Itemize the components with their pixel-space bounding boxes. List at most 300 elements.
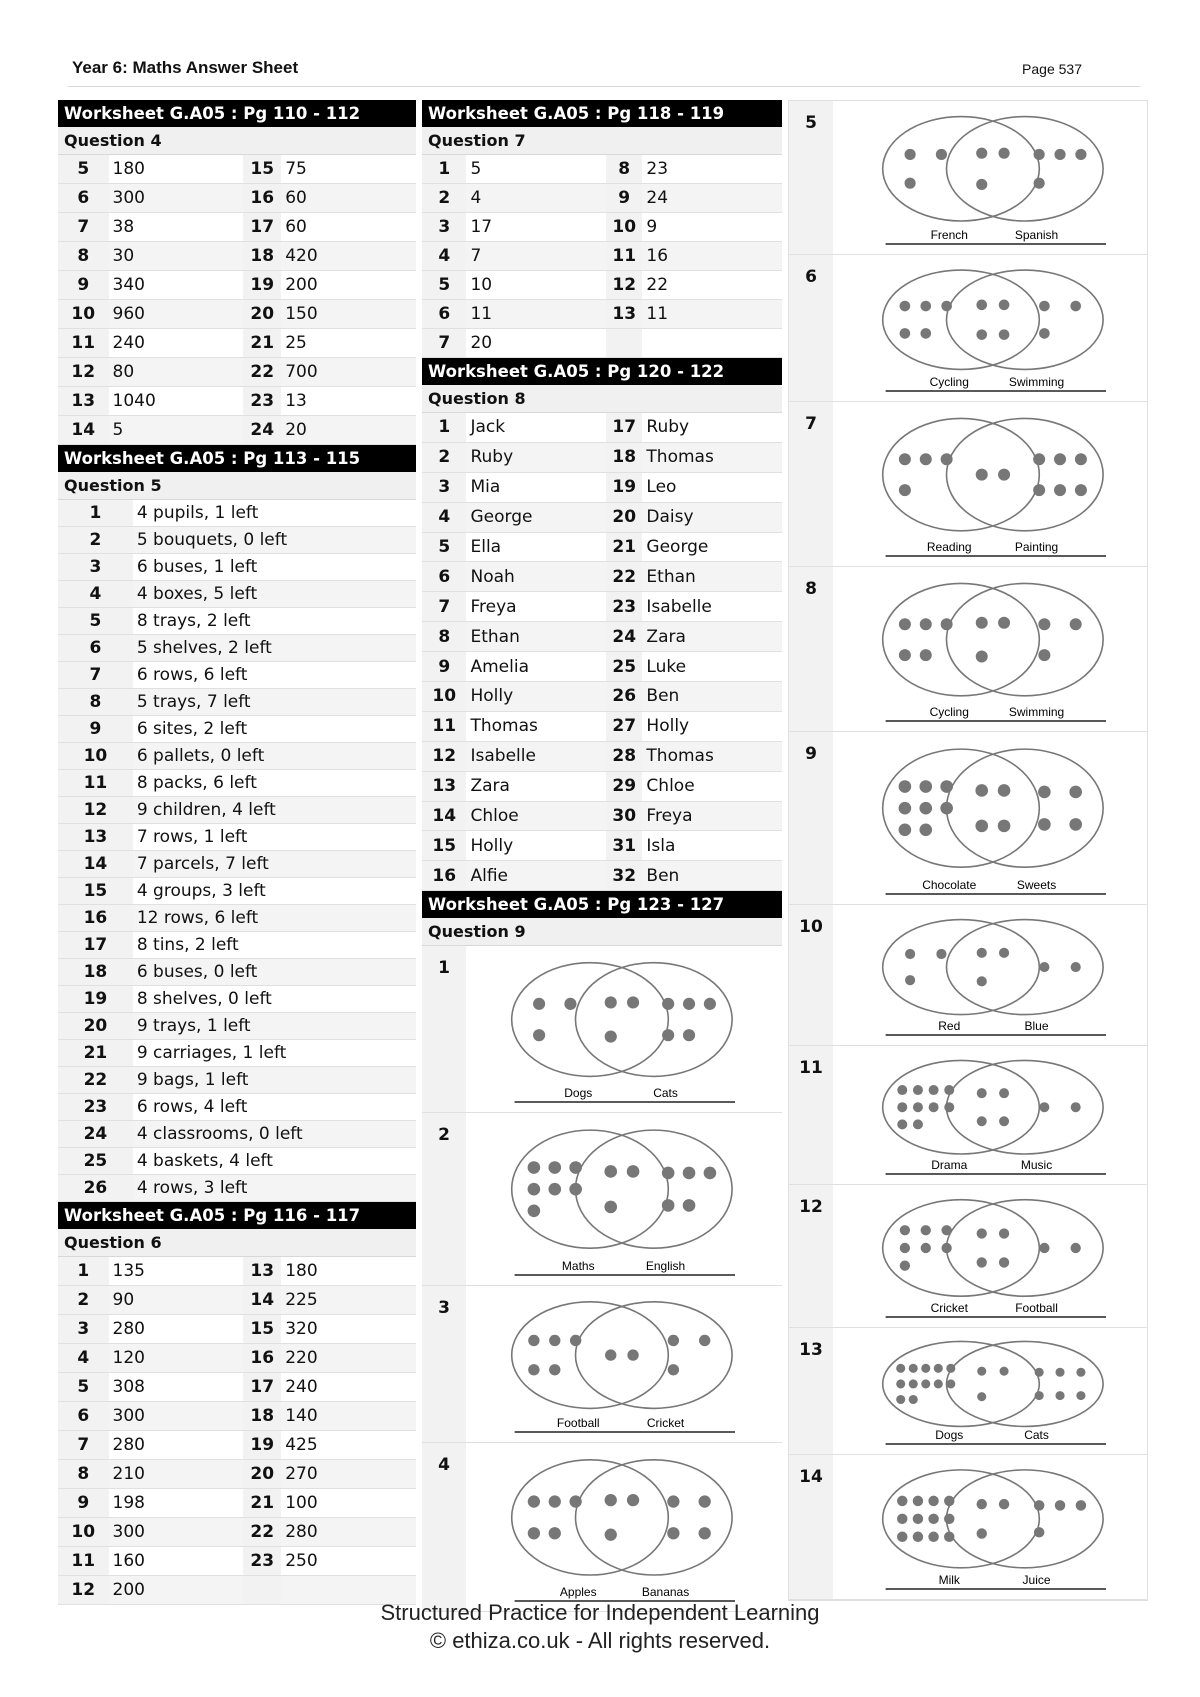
venn-dot [1035, 1368, 1044, 1377]
venn-right-label: Music [1020, 1158, 1053, 1172]
venn-dot [605, 1350, 616, 1361]
venn-left-label: Drama [931, 1158, 968, 1172]
answer-value: 10 [466, 271, 606, 300]
q6-table [58, 1257, 416, 1605]
answer-number: 14 [58, 416, 109, 445]
table-row [422, 300, 782, 329]
table-row [422, 592, 782, 622]
venn-dot [976, 650, 988, 662]
venn-diagram [845, 736, 1135, 900]
worksheet-120-title: Worksheet G.A05 : Pg 120 - 122 [422, 358, 782, 385]
answer-value: 120 [109, 1344, 244, 1373]
venn-dot [699, 1496, 711, 1508]
venn-number: 2 [422, 1113, 466, 1285]
venn-diagram [845, 909, 1135, 1041]
venn-dot [604, 1201, 617, 1214]
venn-dot [919, 824, 932, 837]
answer-number: 28 [606, 741, 642, 771]
answer-number: 32 [606, 861, 642, 891]
answer-number: 17 [58, 932, 133, 959]
answer-number: 5 [58, 608, 133, 635]
venn-dot [976, 179, 987, 190]
answer-value: 13 [281, 387, 416, 416]
table-row [58, 1013, 416, 1040]
table-row [58, 1094, 416, 1121]
answer-number: 20 [58, 1013, 133, 1040]
venn-dot [899, 453, 911, 465]
table-row [422, 652, 782, 682]
answer-value: 4 groups, 3 left [133, 878, 416, 905]
venn-dot [604, 1165, 617, 1178]
answer-value: 160 [109, 1547, 244, 1576]
venn-dot [940, 780, 953, 793]
venn-right-circle [576, 1302, 733, 1409]
table-row [58, 242, 416, 271]
venn-dot [897, 1102, 907, 1112]
venn-dot [900, 301, 911, 312]
venn-dot [1055, 1500, 1065, 1510]
table-row [58, 1489, 416, 1518]
answer-value: 180 [281, 1257, 416, 1286]
table-row [422, 502, 782, 532]
table-row [58, 387, 416, 416]
venn-dot [977, 1392, 986, 1401]
venn-dot [1039, 962, 1049, 972]
answer-number: 5 [58, 1373, 109, 1402]
venn-dot [921, 1243, 931, 1253]
answer-number: 29 [606, 771, 642, 801]
answer-value [642, 329, 782, 358]
header-divider [68, 86, 1140, 87]
venn-right-label: Spanish [1014, 228, 1059, 242]
answer-number: 23 [243, 387, 281, 416]
venn-right-circle [947, 1341, 1104, 1426]
table-row [422, 861, 782, 891]
answer-value: 20 [281, 416, 416, 445]
venn-right-circle [576, 963, 733, 1077]
venn-dot [998, 784, 1011, 797]
venn-dot [913, 1496, 923, 1506]
answer-number: 23 [606, 592, 642, 622]
venn-dot [999, 1257, 1009, 1267]
venn-dot [528, 1161, 541, 1174]
venn-dot [897, 1085, 907, 1095]
answer-value: Holly [466, 831, 606, 861]
answer-number: 31 [606, 831, 642, 861]
column-middle [422, 100, 782, 1612]
answer-value: 4 boxes, 5 left [133, 581, 416, 608]
answer-value: Ruby [466, 442, 606, 472]
venn-dot [548, 1161, 561, 1174]
venn-dot [1075, 149, 1086, 160]
answer-number: 10 [422, 682, 466, 712]
venn-left-circle [883, 117, 1040, 221]
answer-value: 960 [109, 300, 244, 329]
table-row [58, 743, 416, 770]
answer-number: 26 [58, 1175, 133, 1202]
venn-left-label: Cycling [929, 705, 969, 719]
answer-value: 308 [109, 1373, 244, 1402]
table-row [58, 716, 416, 743]
venn-number: 13 [789, 1328, 833, 1454]
answer-number: 15 [58, 878, 133, 905]
venn-dot [899, 618, 911, 630]
answer-number: 14 [58, 851, 133, 878]
venn-dot [999, 300, 1010, 311]
venn-dot [683, 998, 695, 1010]
venn-dot [1070, 301, 1081, 312]
q5-table [58, 500, 416, 1202]
answer-value: Alfie [466, 861, 606, 891]
answer-value: 6 buses, 0 left [133, 959, 416, 986]
answer-value: 25 [281, 329, 416, 358]
table-row [58, 1257, 416, 1286]
venn-dot [913, 1102, 923, 1112]
answer-number: 7 [422, 329, 466, 358]
venn-dot [1069, 818, 1082, 831]
venn-dot [977, 1116, 987, 1126]
answer-value: Noah [466, 562, 606, 592]
venn-left-label: Maths [561, 1259, 595, 1274]
venn-number: 3 [422, 1286, 466, 1442]
venn-left-label: Milk [938, 1573, 960, 1587]
answer-number: 2 [58, 1286, 109, 1315]
venn-dot [928, 1496, 938, 1506]
venn-dot [977, 976, 987, 986]
venn-item-3 [422, 1286, 782, 1443]
venn-dot [897, 1496, 907, 1506]
table-row [58, 1373, 416, 1402]
answer-number: 7 [58, 213, 109, 242]
venn-dot [976, 148, 987, 159]
answer-number: 12 [422, 741, 466, 771]
answer-number: 6 [58, 635, 133, 662]
answer-number: 4 [58, 1344, 109, 1373]
answer-value: 200 [281, 271, 416, 300]
answer-value: 240 [281, 1373, 416, 1402]
venn-dot [1055, 1391, 1064, 1400]
venn-left-label: Dogs [564, 1086, 593, 1101]
venn-diagram [845, 1189, 1135, 1323]
venn-dot [946, 1364, 955, 1373]
answer-value: Zara [466, 771, 606, 801]
answer-number: 21 [243, 1489, 281, 1518]
venn-left-label: Football [556, 1416, 600, 1431]
answer-number: 4 [422, 242, 466, 271]
answer-number: 6 [58, 1402, 109, 1431]
answer-number: 13 [58, 824, 133, 851]
venn-dot [929, 1102, 939, 1112]
answer-number: 9 [58, 716, 133, 743]
venn-number: 5 [789, 101, 833, 254]
venn-dot [662, 998, 674, 1010]
venn-dot [683, 1167, 696, 1180]
venn-dot [975, 820, 988, 833]
answer-value: 9 bags, 1 left [133, 1067, 416, 1094]
answer-number: 15 [422, 831, 466, 861]
venn-dot [569, 1183, 582, 1196]
answer-number: 2 [58, 527, 133, 554]
answer-value: George [642, 532, 782, 562]
answer-number: 18 [243, 1402, 281, 1431]
venn-number: 12 [789, 1185, 833, 1327]
venn-dot [998, 469, 1010, 481]
venn-dot [528, 1364, 539, 1375]
table-row [422, 562, 782, 592]
venn-dot [1000, 1367, 1009, 1376]
answer-number: 3 [58, 1315, 109, 1344]
answer-number: 21 [243, 329, 281, 358]
table-row [58, 1286, 416, 1315]
venn-dot [605, 1494, 617, 1506]
venn-dot [605, 1031, 617, 1043]
venn-number: 1 [422, 946, 466, 1112]
venn-item-14 [789, 1455, 1147, 1600]
venn-left-circle [883, 418, 1040, 530]
answer-number: 3 [422, 213, 466, 242]
venn-dot [905, 975, 915, 985]
venn-right-label: Cricket [646, 1416, 685, 1431]
venn-left-label: Apples [559, 1585, 597, 1600]
answer-value: 300 [109, 184, 244, 213]
worksheet-120-question: Question 8 [422, 385, 782, 413]
answer-value: Thomas [642, 442, 782, 472]
table-row [422, 622, 782, 652]
venn-dot [899, 484, 911, 496]
venn-dot [896, 1379, 905, 1388]
table-row [422, 271, 782, 300]
answer-value: 300 [109, 1402, 244, 1431]
venn-dot [1039, 1102, 1049, 1112]
sheet-title: Year 6: Maths Answer Sheet [72, 58, 299, 77]
venn-dot [975, 784, 988, 797]
table-row [58, 554, 416, 581]
answer-value: 250 [281, 1547, 416, 1576]
answer-value: 210 [109, 1460, 244, 1489]
venn-right-label: Football [1015, 1301, 1058, 1315]
answer-number: 4 [422, 502, 466, 532]
answer-value: Jack [466, 413, 606, 442]
venn-diagram [474, 1290, 764, 1438]
answer-number: 4 [58, 581, 133, 608]
answer-value: 8 packs, 6 left [133, 770, 416, 797]
venn-right-circle [947, 749, 1104, 867]
answer-number: 18 [606, 442, 642, 472]
answer-value: Ella [466, 532, 606, 562]
venn-left-circle [883, 270, 1040, 369]
answer-number: 6 [422, 300, 466, 329]
page-value: 537 [1058, 61, 1082, 77]
venn-item-2 [422, 1113, 782, 1286]
venn-dot [1075, 484, 1087, 496]
venn-dot [1035, 1391, 1044, 1400]
answer-value: 220 [281, 1344, 416, 1373]
venn-dot [919, 802, 932, 815]
worksheet-116-title: Worksheet G.A05 : Pg 116 - 117 [58, 1202, 416, 1229]
answer-number: 22 [243, 358, 281, 387]
venn-dot [999, 1116, 1009, 1126]
answer-value: Freya [642, 801, 782, 831]
answer-value: 6 sites, 2 left [133, 716, 416, 743]
venn-dot [921, 1379, 930, 1388]
venn-dot [1076, 1391, 1085, 1400]
answer-number: 12 [58, 797, 133, 824]
answer-value: 200 [109, 1576, 244, 1605]
answer-value: 100 [281, 1489, 416, 1518]
answer-value: 17 [466, 213, 606, 242]
answer-number: 25 [58, 1148, 133, 1175]
venn-right-circle [947, 583, 1104, 695]
table-row [422, 472, 782, 502]
table-row [422, 155, 782, 184]
table-row [58, 635, 416, 662]
venn-dot [920, 328, 931, 339]
answer-number: 10 [58, 1518, 109, 1547]
venn-item-10 [789, 905, 1147, 1046]
answer-number: 12 [58, 1576, 109, 1605]
table-row [58, 581, 416, 608]
answer-value: 240 [109, 329, 244, 358]
venn-dot [919, 780, 932, 793]
venn-dot [998, 617, 1010, 629]
answer-value: 280 [109, 1431, 244, 1460]
venn-dot [1034, 178, 1045, 189]
answer-number: 22 [243, 1518, 281, 1547]
venn-dot [999, 1088, 1009, 1098]
venn-dot [946, 1379, 955, 1388]
venn-dot [528, 1496, 540, 1508]
venn-dot [662, 1029, 674, 1041]
table-row [422, 413, 782, 442]
answer-number: 11 [58, 1547, 109, 1576]
answer-number: 9 [422, 652, 466, 682]
venn-dot [941, 1243, 951, 1253]
answer-value: 280 [109, 1315, 244, 1344]
venn-dot [1055, 1368, 1064, 1377]
venn-dot [977, 948, 987, 958]
venn-dot [1033, 453, 1045, 465]
answer-number: 16 [243, 1344, 281, 1373]
answer-number: 12 [606, 271, 642, 300]
venn-dot [928, 1514, 938, 1524]
worksheet-116-question: Question 6 [58, 1229, 416, 1257]
venn-dot [913, 1119, 923, 1129]
answer-number: 1 [58, 1257, 109, 1286]
answer-value: 4 [466, 184, 606, 213]
venn-dot [977, 1528, 987, 1538]
table-row [58, 662, 416, 689]
venn-dot [528, 1205, 541, 1218]
table-row [58, 1547, 416, 1576]
answer-number: 9 [606, 184, 642, 213]
venn-dot [999, 948, 1009, 958]
table-row [58, 1315, 416, 1344]
answer-number: 11 [58, 770, 133, 797]
venn-dot [977, 1228, 987, 1238]
answer-number: 19 [58, 986, 133, 1013]
venn-number: 7 [789, 402, 833, 566]
venn-dot [1039, 328, 1050, 339]
answer-number: 11 [422, 711, 466, 741]
table-row [422, 442, 782, 472]
answer-number: 1 [422, 413, 466, 442]
table-row [58, 905, 416, 932]
answer-number: 7 [422, 592, 466, 622]
answer-number: 8 [58, 242, 109, 271]
answer-number: 5 [58, 155, 109, 184]
venn-dot [936, 149, 947, 160]
venn-dot [683, 1029, 695, 1041]
venn-dot [944, 1532, 954, 1542]
answer-value: 60 [281, 213, 416, 242]
venn-dot [1038, 786, 1051, 799]
answer-value: 9 children, 4 left [133, 797, 416, 824]
table-row [422, 682, 782, 712]
answer-number: 21 [58, 1040, 133, 1067]
answer-value: 6 rows, 4 left [133, 1094, 416, 1121]
answer-number: 17 [243, 1373, 281, 1402]
venn-item-9 [789, 732, 1147, 905]
answer-value: Daisy [642, 502, 782, 532]
table-row [58, 500, 416, 527]
venn-right-circle [947, 117, 1104, 221]
venn-right-label: Bananas [641, 1585, 690, 1600]
answer-number: 8 [422, 622, 466, 652]
venn-dot [899, 780, 912, 793]
venn-number: 9 [789, 732, 833, 904]
answer-value: 8 tins, 2 left [133, 932, 416, 959]
table-row [422, 771, 782, 801]
venn-dot [627, 1350, 638, 1361]
answer-value: 80 [109, 358, 244, 387]
answer-number: 1 [422, 155, 466, 184]
venn-number: 4 [422, 1443, 466, 1611]
venn-dot [668, 1335, 679, 1346]
venn-right-circle [576, 1460, 733, 1575]
answer-value: Isabelle [466, 741, 606, 771]
answer-value: 24 [642, 184, 782, 213]
venn-dot [944, 1514, 954, 1524]
venn-dot [900, 328, 911, 339]
page-label: Page [1022, 61, 1055, 77]
table-row [58, 1040, 416, 1067]
answer-value: Thomas [642, 741, 782, 771]
venn-item-4 [422, 1443, 782, 1612]
answer-number: 11 [58, 329, 109, 358]
venn-right-label: Swimming [1008, 705, 1065, 719]
venn-right-label: Painting [1014, 540, 1059, 554]
venn-dot [533, 998, 545, 1010]
venn-dot [1054, 453, 1066, 465]
table-row [422, 831, 782, 861]
answer-number: 13 [243, 1257, 281, 1286]
venn-dot [662, 1199, 675, 1212]
page-number [1022, 61, 1082, 77]
venn-left-label: Dogs [935, 1428, 964, 1442]
table-row [58, 851, 416, 878]
venn-dot [977, 1088, 987, 1098]
answer-number: 22 [58, 1067, 133, 1094]
answer-value: Chloe [642, 771, 782, 801]
table-row [58, 1344, 416, 1373]
table-row [58, 797, 416, 824]
answer-value: 75 [281, 155, 416, 184]
answer-value: Ben [642, 682, 782, 712]
answer-value: 9 [642, 213, 782, 242]
venn-item-6 [789, 255, 1147, 402]
venn-dot [1071, 1243, 1081, 1253]
answer-number: 17 [606, 413, 642, 442]
